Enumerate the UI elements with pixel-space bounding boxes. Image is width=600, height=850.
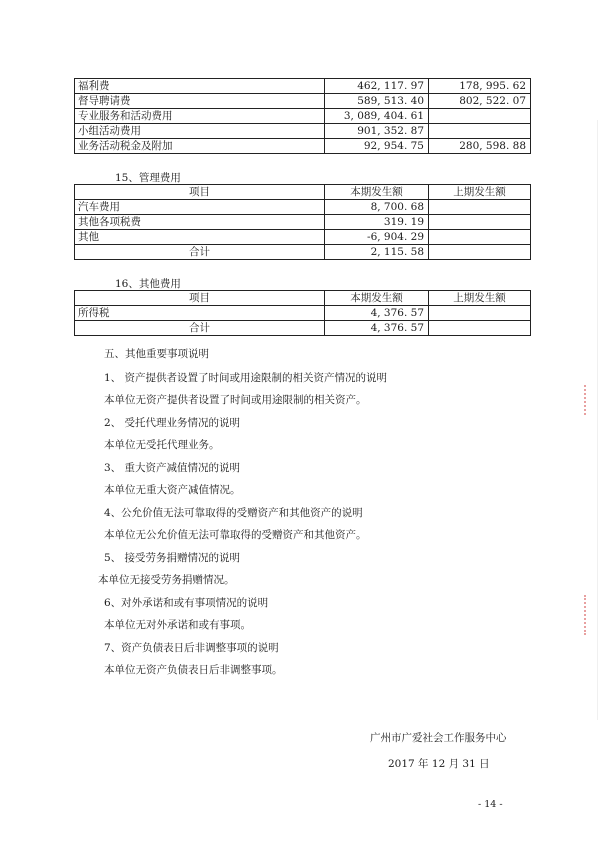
table-row: [75, 200, 531, 215]
item-cell: 督导聘请费: [75, 94, 325, 109]
item-cell: 福利费: [75, 79, 325, 94]
previous-cell: [429, 109, 531, 124]
note-2-title: 2、 受托代理业务情况的说明: [104, 417, 241, 429]
item-cell: 专业服务和活动费用: [75, 109, 325, 124]
note-1-body: 本单位无资产提供者设置了时间或用途限制的相关资产。: [104, 394, 367, 406]
stamp-fragment-icon: [584, 385, 592, 415]
previous-cell: [429, 200, 531, 215]
header-previous: 上期发生额: [429, 291, 531, 306]
other-expense-table: [74, 290, 531, 336]
total-previous: [429, 245, 531, 260]
notes-heading: 五、其他重要事项说明: [104, 348, 209, 360]
table-row: [75, 215, 531, 230]
item-cell: 所得税: [75, 306, 325, 321]
table-row: [75, 306, 531, 321]
total-current: 2, 115. 58: [325, 245, 429, 260]
note-7-body: 本单位无资产负债表日后非调整事项。: [104, 664, 283, 676]
current-cell: 4, 376. 57: [325, 306, 429, 321]
previous-cell: 280, 598. 88: [429, 139, 531, 154]
table-row: [75, 79, 531, 94]
note-6-title: 6、对外承诺和或有事项情况的说明: [104, 597, 269, 609]
signature-date: 2017 年 12 月 31 日: [388, 758, 490, 770]
table-total-row: [75, 245, 531, 260]
previous-cell: 178, 995. 62: [429, 79, 531, 94]
scan-edge-divider: [597, 120, 598, 720]
note-5-title: 5、 接受劳务捐赠情况的说明: [104, 552, 241, 564]
table-row: [75, 230, 531, 245]
section-15-caption: 15、管理费用: [115, 172, 181, 184]
total-current: 4, 376. 57: [325, 321, 429, 336]
note-6-body: 本单位无对外承诺和或有事项。: [104, 619, 251, 631]
header-current: 本期发生额: [325, 185, 429, 200]
table-total-row: [75, 321, 531, 336]
current-cell: 901, 352. 87: [325, 124, 429, 139]
previous-cell: [429, 215, 531, 230]
current-cell: 8, 700. 68: [325, 200, 429, 215]
header-item: 项目: [75, 185, 325, 200]
header-item: 项目: [75, 291, 325, 306]
current-cell: 589, 513. 40: [325, 94, 429, 109]
table-row: [75, 124, 531, 139]
table-row: [75, 109, 531, 124]
current-cell: 319. 19: [325, 215, 429, 230]
item-cell: 业务活动税金及附加: [75, 139, 325, 154]
note-4-body: 本单位无公允价值无法可靠取得的受赠资产和其他资产。: [104, 529, 367, 541]
note-7-title: 7、资产负债表日后非调整事项的说明: [104, 642, 279, 654]
previous-cell: [429, 306, 531, 321]
table-row: [75, 139, 531, 154]
table-header-row: [75, 185, 531, 200]
header-previous: 上期发生额: [429, 185, 531, 200]
note-5-body: 本单位无接受劳务捐赠情况。: [98, 574, 235, 586]
current-cell: -6, 904. 29: [325, 230, 429, 245]
item-cell: 汽车费用: [75, 200, 325, 215]
organization-name: 广州市广爱社会工作服务中心: [370, 732, 507, 744]
item-cell: 其他: [75, 230, 325, 245]
note-3-title: 3、 重大资产减值情况的说明: [104, 462, 241, 474]
note-2-body: 本单位无受托代理业务。: [104, 439, 220, 451]
previous-cell: [429, 124, 531, 139]
section-16-caption: 16、其他费用: [115, 278, 181, 290]
note-1-title: 1、 资产提供者设置了时间或用途限制的相关资产情况的说明: [104, 372, 388, 384]
previous-cell: 802, 522. 07: [429, 94, 531, 109]
stamp-fragment-icon: [584, 595, 592, 635]
note-4-title: 4、公允价值无法可靠取得的受赠资产和其他资产的说明: [104, 507, 363, 519]
business-expense-table: [74, 78, 531, 154]
previous-cell: [429, 230, 531, 245]
total-previous: [429, 321, 531, 336]
total-label: 合计: [75, 321, 325, 336]
item-cell: 小组活动费用: [75, 124, 325, 139]
current-cell: 3, 089, 404. 61: [325, 109, 429, 124]
header-current: 本期发生额: [325, 291, 429, 306]
total-label: 合计: [75, 245, 325, 260]
table-row: [75, 94, 531, 109]
current-cell: 92, 954. 75: [325, 139, 429, 154]
item-cell: 其他各项税费: [75, 215, 325, 230]
page-number: - 14 -: [478, 799, 503, 810]
admin-expense-table: [74, 184, 531, 260]
note-3-body: 本单位无重大资产减值情况。: [104, 484, 241, 496]
table-header-row: [75, 291, 531, 306]
current-cell: 462, 117. 97: [325, 79, 429, 94]
